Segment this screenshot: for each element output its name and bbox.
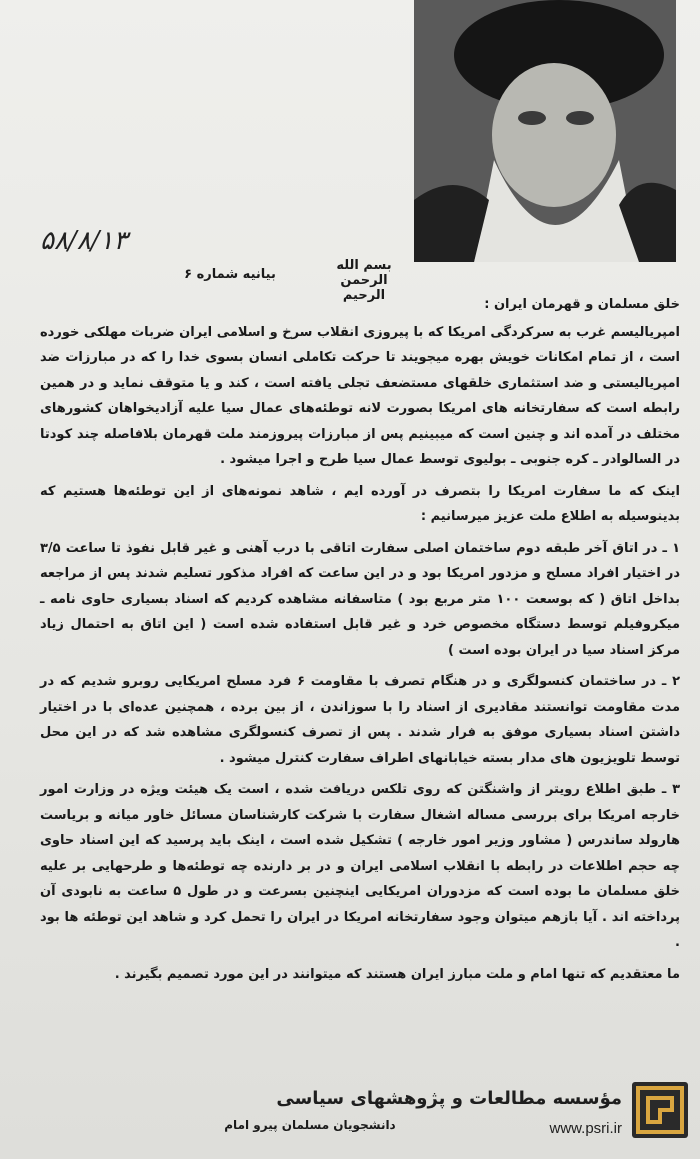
psri-logo-icon: [632, 1082, 688, 1138]
portrait-image-icon: [414, 0, 676, 262]
list-item: ۳ ـ طبق اطلاع رویتر از واشنگتن که روی تلکس دریافت شده ، است یک هیئت ویژه در وزارت امور خارجه امریکا برای بررسی مساله اشغال سفارت با شرکت کارشناسان مسائل خاور میانه و بریاست هارولد ساندرس ( مشاور وزیر امور خارجه ) تشکیل شده است ، اینک باید پرسید که این اسناد حاوی چه حجم اطلاعات در رابطه با انقلاب اسلامی ایران و در بر دارنده چه توطئه‌ها و طرحهایی بر علیه خلق مسلمان ما بوده است که مزدوران امریکایی اینچنین بسرعت و در طول ۵ ساعت به نابودی آن پرداخته اند . آیا بازهم میتوان وجود سفارتخانه امریکا در ایران را تحمل کرد و شاهد این توطئه ها بود .: [40, 782, 680, 950]
statement-body: [40, 292, 680, 987]
paragraph-embassy: اینک که ما سفارت امریکا را بتصرف در آورده ایم ، شاهد نمونه‌های از این توطئه‌ها هستیم که بدینوسیله به اطلاع ملت عزیز میرسانیم :: [40, 483, 680, 524]
watermark: [276, 1074, 688, 1149]
signature: دانشجویان مسلمان پیرو امام: [224, 1118, 396, 1132]
paragraph-intro: امپریالیسم غرب به سرکردگی امریکا که با پیروزی انقلاب سرخ و اسلامی ایران ضربات مهلکی خورده است ، از تمام امکانات خویش بهره میجویند تا حرکت تکاملی انسان بسوی خدا را که در مبارزات ضد امپریالیستی و ضد استثماری خلقهای مستضعف تجلی یافته است ، کند و یا متوقف نماید و در همین رابطه است که سفارتخانه های امریکا بصورت لانه توطئه‌های عمال سیا علیه آزادیخواهان کشورهای مختلف در آمده اند و چنین است که میبینیم پس از مبارزات پیروزمند ملت قهرمان بلافاصله چند کودتا در السالوادر ـ کره جنوبی ـ بولیوی توسط عمال سیا طرح و اجرا میشود .: [40, 324, 680, 467]
handwritten-date: ۵۸/۸/۱۳: [40, 226, 128, 256]
statement-number: بیانیه شماره ۶: [184, 267, 276, 282]
list-item: ۱ ـ در اتاق آخر طبقه دوم ساختمان اصلی سفارت اتاقی با درب آهنی و غیر قابل نفوذ تا ساعت ۳/۵ در اختیار افراد مسلح و مزدور امریکا بود و در این ساعت که افراد مذکور تسلیم شدند پس از مراجعه بداخل اتاق ( که بوسعت ۱۰۰ متر مربع بود ) متاسفانه مشاهده کردیم که اسناد بسیاری حاوی نامه ـ میکروفیلم توسط دستگاه مخصوص خرد و غیر قابل استفاده شده است ( این اتاق به احتمال زیاد مرکز اسناد سیا در ایران بوده است ): [40, 540, 681, 658]
paragraph-conclusion: ما معتقدیم که تنها امام و ملت مبارز ایران هستند که میتوانند در این مورد تصمیم بگیرند .: [114, 966, 680, 982]
list-item: ۲ ـ در ساختمان کنسولگری و در هنگام تصرف با مقاومت ۶ فرد مسلح امریکایی روبرو شدیم که در مدت مقاومت توانستند مقادیری از اسناد را با سوزاندن ، از بین برده ، همچنین عده‌ای با در اختیار داشتن اسناد بسیاری موفق به فرار شدند . پس از تصرف کنسولگری مشاهده شد که در این محل توسط تلویزیون های مدار بسته خیابانهای اطراف سفارت کنترل میشود .: [40, 674, 681, 766]
institute-name: مؤسسه مطالعات و پژوهشهای سیاسی: [276, 1088, 622, 1109]
basmala-heading: بسم الله الرحمن الرحیم: [336, 258, 392, 303]
institute-url[interactable]: www.psri.ir: [549, 1120, 622, 1137]
portrait-photo: [414, 0, 676, 262]
salutation: خلق مسلمان و قهرمان ایران :: [484, 297, 680, 312]
